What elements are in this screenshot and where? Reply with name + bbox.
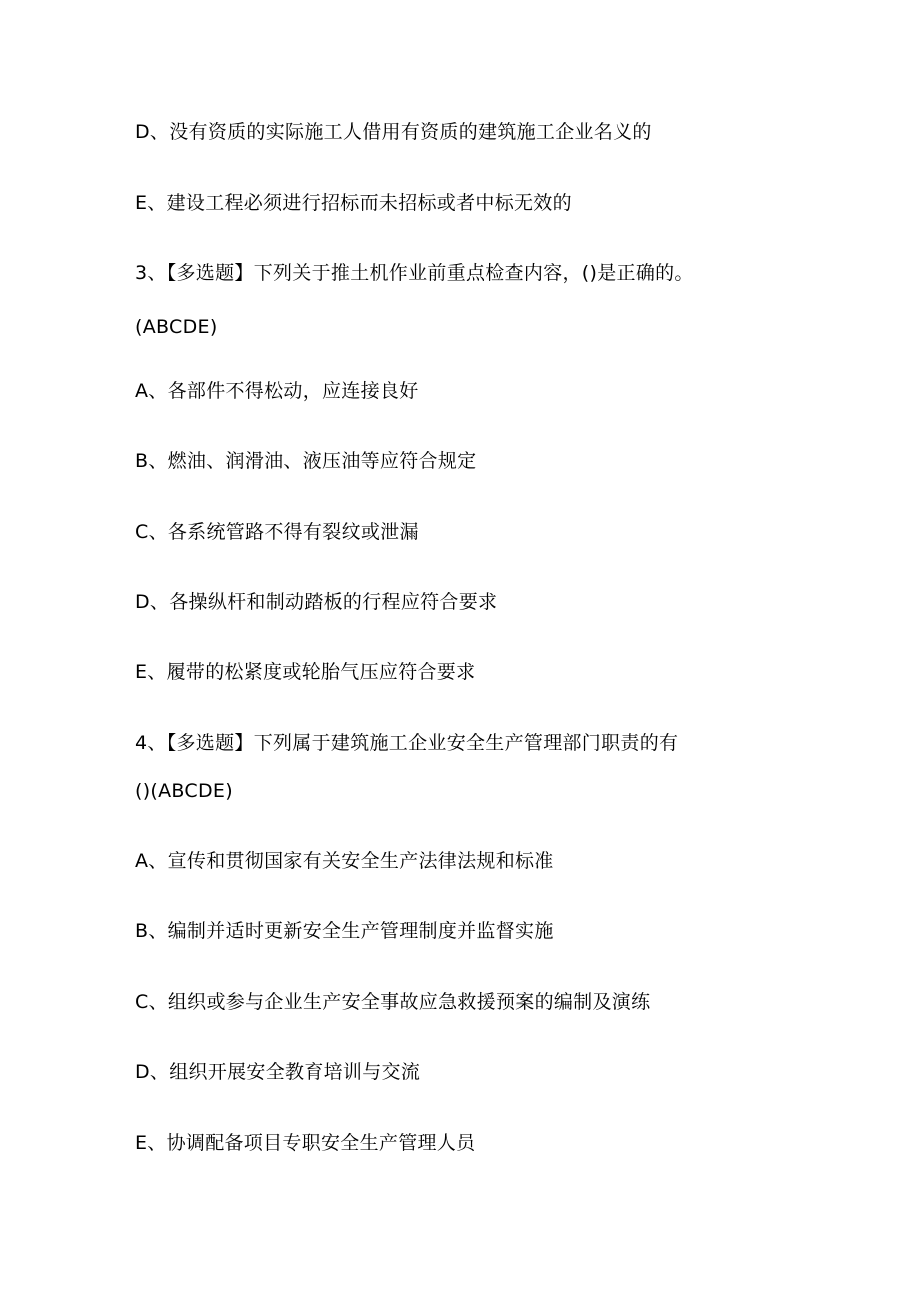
option-c-q4: C、组织或参与企业生产安全事故应急救援预案的编制及演练 xyxy=(135,991,651,1013)
option-c-q3: C、各系统管路不得有裂纹或泄漏 xyxy=(135,521,419,543)
question-3-answer: (ABCDE) xyxy=(135,316,218,338)
option-e-q4: E、协调配备项目专职安全生产管理人员 xyxy=(135,1132,476,1154)
option-e-q2: E、建设工程必须进行招标而未招标或者中标无效的 xyxy=(135,192,572,214)
option-b-q4: B、编制并适时更新安全生产管理制度并监督实施 xyxy=(135,920,554,942)
question-4-answer: ()(ABCDE) xyxy=(135,780,233,802)
option-e-q3: E、履带的松紧度或轮胎气压应符合要求 xyxy=(135,661,476,683)
option-d-q2: D、没有资质的实际施工人借用有资质的建筑施工企业名义的 xyxy=(135,121,652,143)
option-a-q4: A、宣传和贯彻国家有关安全生产法律法规和标准 xyxy=(135,850,554,872)
option-b-q3: B、燃油、润滑油、液压油等应符合规定 xyxy=(135,450,477,472)
question-3-text: 3、【多选题】下列关于推土机作业前重点检查内容，()是正确的。 xyxy=(135,262,694,284)
question-4-text: 4、【多选题】下列属于建筑施工企业安全生产管理部门职责的有 xyxy=(135,732,679,754)
option-a-q3: A、各部件不得松动，应连接良好 xyxy=(135,380,419,402)
option-d-q3: D、各操纵杆和制动踏板的行程应符合要求 xyxy=(135,591,498,613)
option-d-q4: D、组织开展安全教育培训与交流 xyxy=(135,1061,421,1083)
